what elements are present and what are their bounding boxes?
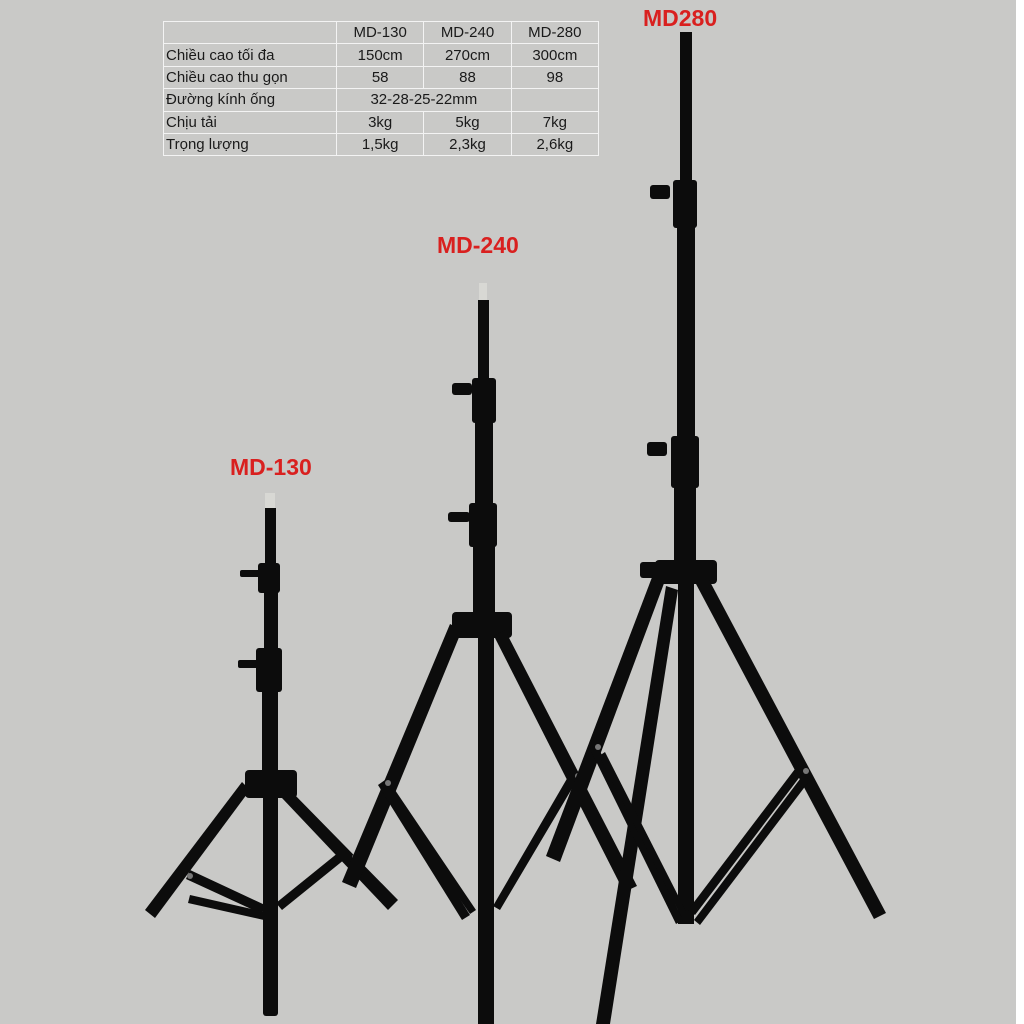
spec-table [163, 21, 599, 156]
row-label: Trọng lượng [164, 133, 337, 155]
table-cell: 300cm [511, 44, 598, 66]
table-cell: 150cm [337, 44, 424, 66]
row-label: Chịu tải [164, 111, 337, 133]
table-cell [511, 89, 598, 111]
table-cell: 2,3kg [424, 133, 511, 155]
md280-label: MD280 [643, 5, 718, 31]
table-cell: 5kg [424, 111, 511, 133]
table-cell: 32-28-25-22mm [337, 89, 512, 111]
table-cell: 1,5kg [337, 133, 424, 155]
table-row [164, 133, 599, 155]
table-row [164, 44, 599, 66]
table-header-cell: MD-240 [424, 22, 511, 44]
table-cell: 88 [424, 66, 511, 88]
table-header-cell [164, 22, 337, 44]
row-label: Chiều cao thu gọn [164, 66, 337, 88]
table-header-cell: MD-130 [337, 22, 424, 44]
row-label: Chiều cao tối đa [164, 44, 337, 66]
md240-label: MD-240 [437, 232, 519, 258]
table-row [164, 89, 599, 111]
table-row [164, 66, 599, 88]
table-cell: 2,6kg [511, 133, 598, 155]
table-cell: 58 [337, 66, 424, 88]
row-label: Đường kính ống [164, 89, 337, 111]
table-header-cell: MD-280 [511, 22, 598, 44]
md130-label: MD-130 [230, 454, 312, 480]
table-cell: 98 [511, 66, 598, 88]
table-cell: 7kg [511, 111, 598, 133]
table-header-row [164, 22, 599, 44]
table-row [164, 111, 599, 133]
table-cell: 270cm [424, 44, 511, 66]
table-cell: 3kg [337, 111, 424, 133]
